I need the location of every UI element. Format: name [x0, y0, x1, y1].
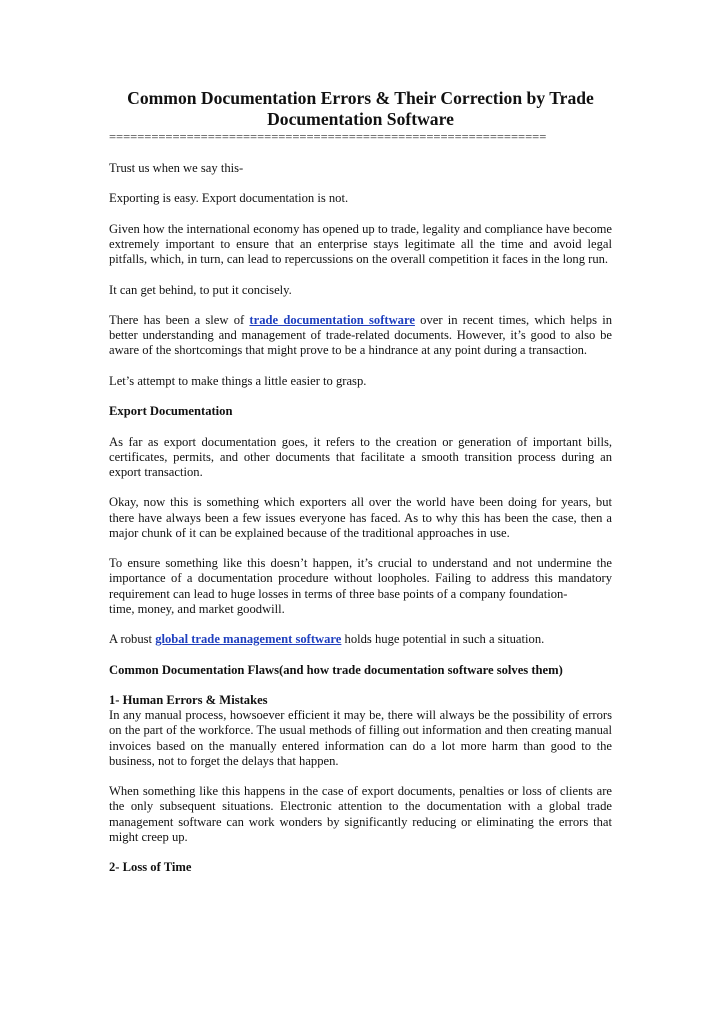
paragraph-intro: Trust us when we say this-	[109, 161, 244, 175]
heading-loss-of-time: 2- Loss of Time	[109, 860, 192, 875]
document-page	[109, 88, 612, 891]
trade-documentation-software-link[interactable]: trade documentation software	[249, 312, 415, 327]
paragraph-software-text-end: over in recent times, which helps in better understanding and management of trade-related documents. However, it’s good to also be aware of the shortcomings that might prove to be a hindrance at any point during a transaction.	[109, 312, 613, 358]
paragraph-concise: It can get behind, to put it concisely.	[109, 282, 292, 297]
paragraph-robust-text-start: A robust	[109, 632, 156, 647]
global-trade-management-software-link[interactable]: global trade management software	[155, 632, 342, 647]
paragraph-exporters: Okay, now this is something which exporters all over the world have been doing for years, but there have always been a few issues everyone has faced. As to why this has been the case, then a major chunk of it can be explained because of the traditional approaches in use.	[109, 495, 612, 540]
paragraph-grasp: Let’s attempt to make things a little easier to grasp.	[109, 373, 367, 388]
paragraph-penalties: When something like this happens in the case of export documents, penalties or loss of clients are the only subsequent situations. Electronic attention to the documentation with a global trade management software can work wonders by significantly reducing or eliminating the errors that might creep up.	[109, 784, 612, 844]
heading-export-documentation: Export Documentation	[109, 404, 233, 419]
document-title: Common Documentation Errors & Their Correction by Trade Documentation Software	[127, 88, 594, 129]
paragraph-export-definition: As far as export documentation goes, it refers to the creation or generation of important bills, certificates, permits, and other documents that facilitate a smooth transition process during an export transaction.	[109, 434, 612, 479]
paragraph-software	[109, 313, 612, 359]
paragraph-loopholes-points: time, money, and market goodwill.	[109, 601, 285, 616]
paragraph-loopholes	[109, 556, 612, 617]
heading-human-errors: 1- Human Errors & Mistakes	[109, 692, 268, 707]
paragraph-exporting: Exporting is easy. Export documentation is not.	[109, 191, 349, 206]
paragraph-loopholes-main: To ensure something like this doesn’t happen, it’s crucial to understand and not undermine the importance of a documentation procedure without loopholes. Failing to address this mandatory requirement can lead to huge losses in terms of three base points of a company foundation-	[109, 556, 612, 601]
paragraph-robust-text-end: holds huge potential in such a situation.	[341, 632, 545, 647]
paragraph-economy: Given how the international economy has opened up to trade, legality and compliance have become extremely important to ensure that an enterprise stays legitimate all the time and avoid legal pitfalls, which, in turn, can lead to repercussions on the overall competition it faces in the long run.	[109, 221, 612, 267]
title-separator: ==============================================================	[109, 130, 547, 144]
heading-documentation-flaws: Common Documentation Flaws(and how trade documentation software solves them)	[109, 662, 563, 677]
paragraph-robust	[109, 632, 612, 647]
paragraph-software-text-start: There has been a slew of	[109, 312, 250, 327]
paragraph-manual-process: In any manual process, howsoever efficient it may be, there will always be the possibility of errors on the part of the workforce. The usual methods of filling out information and then creating manual invoices based on the manually entered information can do a lot more harm than good to the business, not to forget the delays that happen.	[109, 708, 612, 768]
